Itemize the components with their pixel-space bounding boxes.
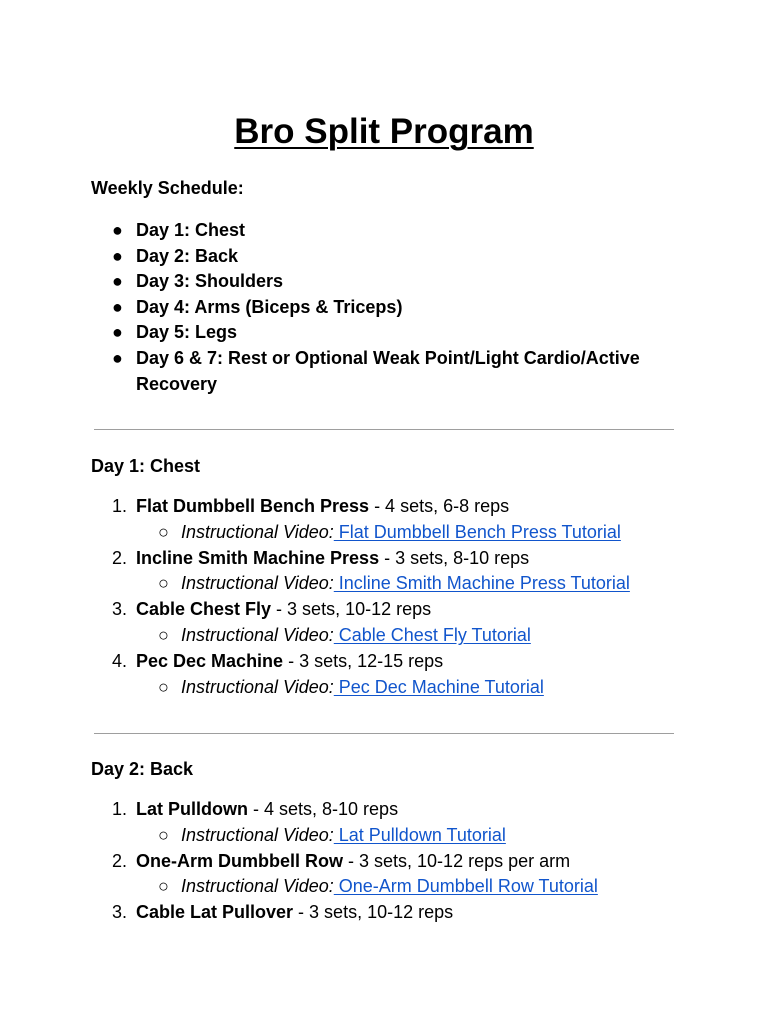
list-item: ● Day 5: Legs	[0, 320, 696, 346]
horizontal-divider	[94, 733, 674, 734]
bullet-icon: ●	[112, 296, 123, 317]
page-title: Bro Split Program	[234, 112, 534, 151]
exercise-name: Pec Dec Machine	[136, 650, 284, 671]
weekly-schedule-heading: Weekly Schedule:	[91, 178, 244, 198]
circle-bullet-icon: ○	[158, 876, 169, 897]
exercise-item: 3. Cable Chest Fly - 3 sets, 10-12 reps	[112, 599, 432, 620]
circle-bullet-icon: ○	[158, 573, 169, 594]
circle-bullet-icon: ○	[158, 624, 169, 645]
list-item: ● Day 2: Back	[0, 244, 696, 270]
video-item: ○ Instructional Video: Pec Dec Machine Tutorial	[0, 675, 630, 701]
exercise-item: 2. One-Arm Dumbbell Row - 3 sets, 10-12 reps per arm	[112, 850, 571, 871]
circle-bullet-icon: ○	[158, 521, 169, 542]
day2-exercise-list	[0, 797, 598, 926]
exercise-item: 3. Cable Lat Pullover - 3 sets, 10-12 reps	[112, 902, 454, 923]
video-link[interactable]: One-Arm Dumbbell Row Tutorial	[333, 876, 598, 897]
list-item: ● Day 4: Arms (Biceps & Triceps)	[0, 295, 696, 321]
exercise-name: Flat Dumbbell Bench Press	[136, 496, 370, 516]
bullet-icon: ●	[112, 271, 123, 292]
weekly-schedule-list	[0, 218, 696, 397]
list-item: ● Day 3: Shoulders	[0, 269, 696, 295]
exercise-name: One-Arm Dumbbell Row	[136, 850, 344, 871]
exercise-item: 1. Lat Pulldown - 4 sets, 8-10 reps	[112, 799, 399, 819]
horizontal-divider	[94, 429, 674, 430]
video-item: ○ Instructional Video: Lat Pulldown Tutorial	[0, 823, 598, 849]
day2-heading: Day 2: Back	[91, 759, 194, 779]
day1-exercise-list	[0, 494, 630, 700]
exercise-name: Incline Smith Machine Press	[136, 547, 380, 568]
exercise-name: Cable Lat Pullover	[136, 902, 294, 923]
circle-bullet-icon: ○	[158, 824, 169, 845]
bullet-icon: ●	[112, 245, 123, 266]
bullet-icon: ●	[112, 220, 123, 240]
video-link[interactable]: Cable Chest Fly Tutorial	[333, 624, 531, 645]
bullet-icon: ●	[112, 347, 123, 368]
video-link[interactable]: Lat Pulldown Tutorial	[333, 824, 506, 845]
bullet-icon: ●	[112, 322, 123, 343]
circle-bullet-icon: ○	[158, 676, 169, 697]
exercise-item: 2. Incline Smith Machine Press - 3 sets, 8-10 reps	[112, 547, 530, 568]
video-link[interactable]: Pec Dec Machine Tutorial	[333, 676, 544, 697]
day1-heading: Day 1: Chest	[91, 456, 201, 476]
video-item: ○ Instructional Video: Cable Chest Fly Tutorial	[0, 623, 630, 649]
list-item: ● Day 6 & 7: Rest or Optional Weak Point/Light Cardio/Active Recovery	[112, 347, 640, 394]
video-item: ○ Instructional Video: One-Arm Dumbbell Row Tutorial	[0, 874, 598, 900]
exercise-item: 4. Pec Dec Machine - 3 sets, 12-15 reps	[112, 650, 444, 671]
exercise-item: 1. Flat Dumbbell Bench Press - 4 sets, 6-8 reps	[112, 496, 510, 516]
video-item: ○ Instructional Video: Flat Dumbbell Bench Press Tutorial	[0, 520, 630, 546]
exercise-name: Cable Chest Fly	[136, 599, 272, 620]
video-item: ○ Instructional Video: Incline Smith Machine Press Tutorial	[0, 571, 630, 597]
exercise-name: Lat Pulldown	[136, 799, 248, 819]
list-item: ● Day 1: Chest	[0, 218, 696, 244]
video-link[interactable]: Incline Smith Machine Press Tutorial	[333, 573, 630, 594]
video-link[interactable]: Flat Dumbbell Bench Press Tutorial	[333, 521, 621, 542]
